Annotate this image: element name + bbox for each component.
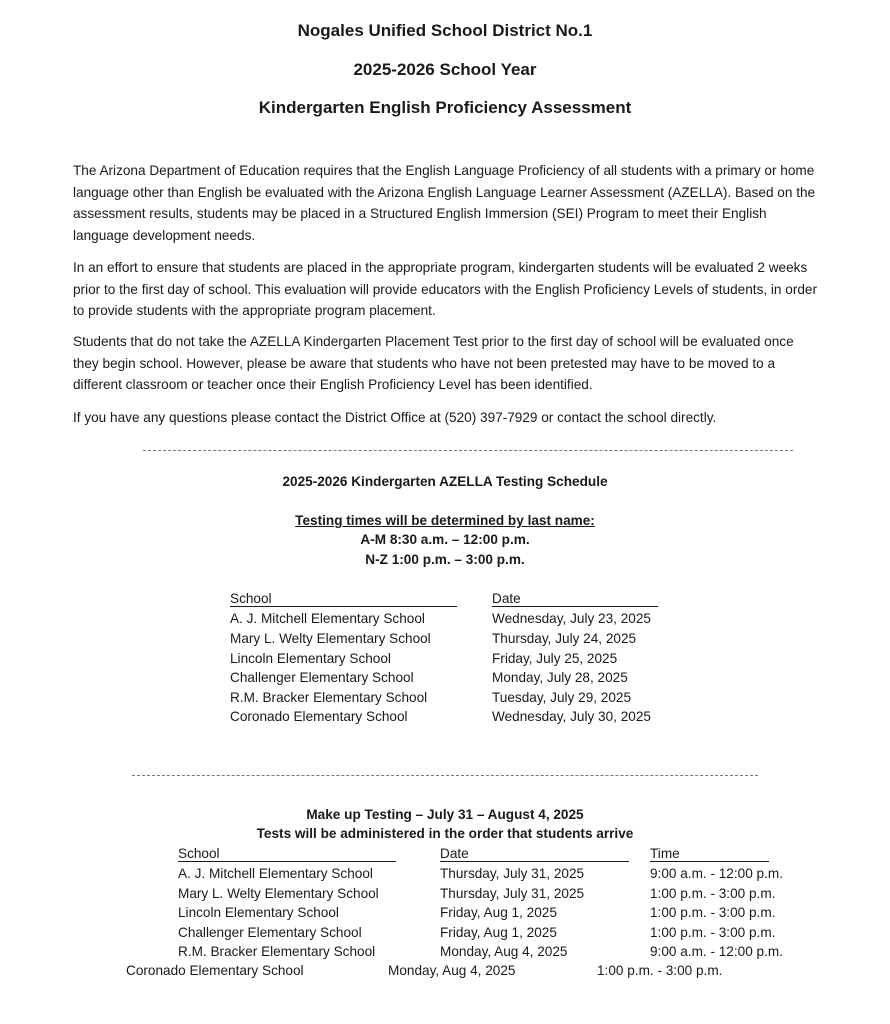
schedule-row-date: Thursday, July 24, 2025 [492,631,637,646]
school-year-title: 2025-2026 School Year [353,60,537,79]
makeup-row-date: Friday, Aug 1, 2025 [440,925,557,940]
header-underline [230,606,457,607]
makeup-row-time: 1:00 p.m. - 3:00 p.m. [650,886,776,901]
makeup-header-date: Date [440,846,469,861]
schedule-row-school: A. J. Mitchell Elementary School [230,611,425,626]
schedule-row-date: Wednesday, July 30, 2025 [492,709,651,724]
schedule-row-school: Lincoln Elementary School [230,651,391,666]
schedule-header-date: Date [492,591,521,606]
makeup-row-school: Mary L. Welty Elementary School [178,886,379,901]
dashed-divider [132,775,758,776]
district-title: Nogales Unified School District No.1 [297,21,593,40]
schedule-row-school: Coronado Elementary School [230,709,408,724]
makeup-row-time: 1:00 p.m. - 3:00 p.m. [650,905,776,920]
schedule-row-date: Friday, July 25, 2025 [492,651,618,666]
schedule-subtitle: Testing times will be determined by last name: [295,513,595,528]
makeup-row-date: Thursday, July 31, 2025 [440,886,585,901]
makeup-row-date: Thursday, July 31, 2025 [440,866,585,881]
schedule-row-date: Wednesday, July 23, 2025 [492,611,651,626]
makeup-row-time: 1:00 p.m. - 3:00 p.m. [597,963,723,978]
makeup-row-school: Lincoln Elementary School [178,905,339,920]
makeup-row-time: 9:00 a.m. - 12:00 p.m. [650,944,783,959]
dashed-divider [143,450,793,451]
header-underline [440,861,629,862]
makeup-row-school: R.M. Bracker Elementary School [178,944,376,959]
makeup-header-time: Time [650,846,680,861]
paragraph-contact: If you have any questions please contact the District Office at (520) 397-7929 or contact the school directly. [73,410,717,425]
schedule-time-am: A-M 8:30 a.m. – 12:00 p.m. [360,532,530,547]
schedule-row-date: Monday, July 28, 2025 [492,670,628,685]
schedule-row-school: Mary L. Welty Elementary School [230,631,431,646]
header-underline [650,861,769,862]
makeup-title: Make up Testing – July 31 – August 4, 2025 [306,807,584,822]
makeup-header-school: School [178,846,220,861]
paragraph-intro: The Arizona Department of Education requires that the English Language Proficiency of all students with a primary or home language other than English be evaluated with the Arizona English Language Learner Assessment (AZELLA). Based on the assessment results, students may be placed in a Structured English Immersion (SEI) Program to meet their English language development needs. [73,163,816,243]
header-underline [178,861,396,862]
makeup-row-school: Coronado Elementary School [126,963,304,978]
makeup-row-time: 1:00 p.m. - 3:00 p.m. [650,925,776,940]
schedule-header-school: School [230,591,272,606]
makeup-row-school: Challenger Elementary School [178,925,362,940]
schedule-row-school: Challenger Elementary School [230,670,414,685]
makeup-row-school: A. J. Mitchell Elementary School [178,866,373,881]
header-underline [492,606,658,607]
schedule-row-school: R.M. Bracker Elementary School [230,690,428,705]
makeup-row-date: Monday, Aug 4, 2025 [388,963,516,978]
schedule-title: 2025-2026 Kindergarten AZELLA Testing Schedule [282,474,608,489]
makeup-subtitle: Tests will be administered in the order that students arrive [256,826,634,841]
makeup-row-date: Monday, Aug 4, 2025 [440,944,568,959]
paragraph-evaluation: In an effort to ensure that students are placed in the appropriate program, kindergarten students will be evaluated 2 weeks prior to the first day of school. This evaluation will provide educators with the English Proficiency Levels of students, in order to provide students with the appropriate program placement. [73,260,818,318]
makeup-row-time: 9:00 a.m. - 12:00 p.m. [650,866,783,881]
schedule-row-date: Tuesday, July 29, 2025 [492,690,632,705]
assessment-title: Kindergarten English Proficiency Assessment [258,98,632,117]
paragraph-pretest: Students that do not take the AZELLA Kindergarten Placement Test prior to the first day of school will be evaluated once they begin school. However, please be aware that students who have not been pretested may have to be moved to a different classroom or teacher once their English Proficiency Level has been identified. [73,334,794,392]
makeup-row-date: Friday, Aug 1, 2025 [440,905,557,920]
schedule-time-pm: N-Z 1:00 p.m. – 3:00 p.m. [365,552,525,567]
